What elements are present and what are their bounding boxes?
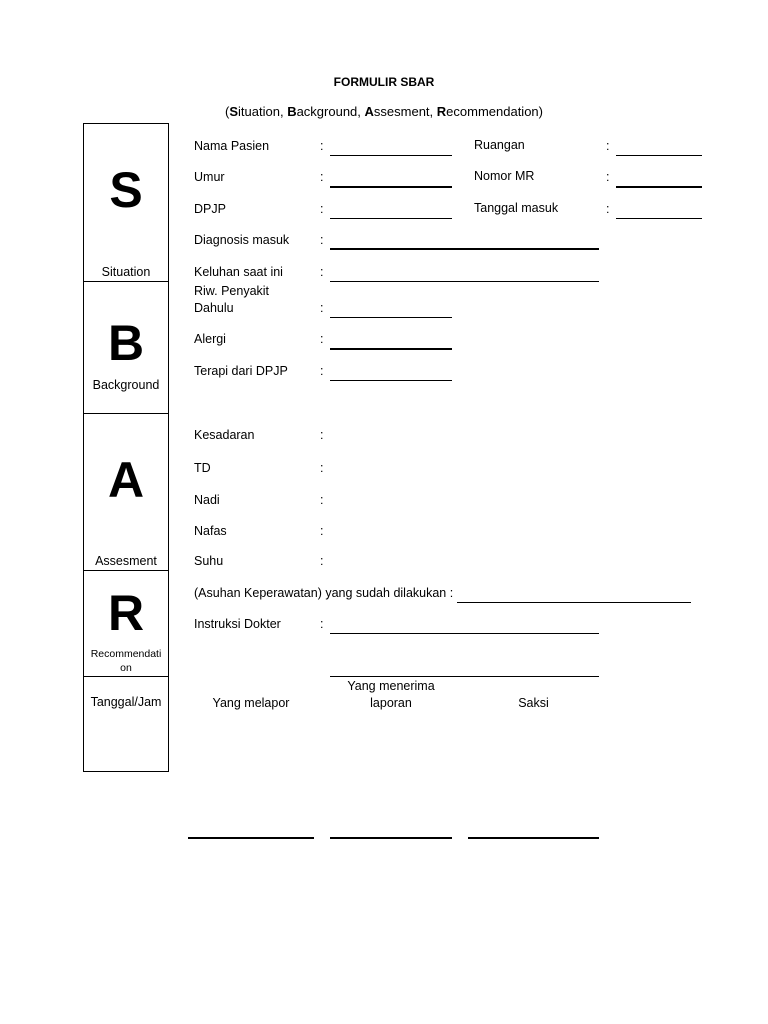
datetime-box bbox=[83, 676, 169, 772]
subtitle-open: ( bbox=[225, 104, 230, 119]
colon: : bbox=[320, 428, 324, 442]
colon: : bbox=[320, 524, 324, 538]
label-terapi: Terapi dari DPJP bbox=[194, 364, 288, 378]
label-nafas: Nafas bbox=[194, 524, 227, 538]
subtitle-r-letter: R bbox=[436, 104, 447, 119]
label-td: TD bbox=[194, 461, 211, 475]
subtitle-s-rest: ituation, bbox=[238, 104, 288, 119]
signature-line-melapor[interactable] bbox=[188, 837, 314, 839]
situation-caption: Situation bbox=[101, 265, 151, 279]
dpjp-field[interactable] bbox=[330, 218, 452, 219]
label-nomor-mr: Nomor MR bbox=[474, 169, 535, 183]
umur-field[interactable] bbox=[330, 186, 452, 188]
label-yang-melapor: Yang melapor bbox=[212, 696, 290, 710]
label-umur: Umur bbox=[194, 170, 225, 184]
label-yang-menerima-2: laporan bbox=[370, 696, 412, 710]
label-yang-menerima-1: Yang menerima bbox=[347, 679, 435, 693]
keluhan-field[interactable] bbox=[330, 281, 599, 282]
colon: : bbox=[320, 493, 324, 507]
instruksi-field-2[interactable] bbox=[330, 676, 599, 677]
label-ruangan: Ruangan bbox=[474, 138, 525, 152]
form-subtitle bbox=[0, 104, 768, 119]
recommendation-caption-1: Recommendati bbox=[90, 648, 162, 660]
asuhan-field[interactable] bbox=[457, 602, 691, 603]
label-asuhan: (Asuhan Keperawatan) yang sudah dilakukan : bbox=[194, 586, 454, 600]
ruangan-field[interactable] bbox=[616, 155, 702, 156]
subtitle-a-rest: ssesment, bbox=[373, 104, 437, 119]
colon: : bbox=[320, 617, 324, 631]
background-caption: Background bbox=[92, 378, 160, 392]
colon: : bbox=[320, 202, 324, 216]
subtitle-r-rest: ecommendation) bbox=[446, 104, 543, 119]
colon: : bbox=[320, 332, 324, 346]
recommendation-letter: R bbox=[107, 585, 145, 641]
riw-penyakit-field[interactable] bbox=[330, 317, 452, 318]
subtitle-s-letter: S bbox=[229, 104, 239, 119]
colon: : bbox=[320, 364, 324, 378]
signature-line-saksi[interactable] bbox=[468, 837, 599, 839]
label-alergi: Alergi bbox=[194, 332, 226, 346]
label-diagnosis-masuk: Diagnosis masuk bbox=[194, 233, 290, 247]
tanggal-masuk-field[interactable] bbox=[616, 218, 702, 219]
colon: : bbox=[320, 461, 324, 475]
colon: : bbox=[320, 233, 324, 247]
colon: : bbox=[320, 554, 324, 568]
alergi-field[interactable] bbox=[330, 348, 452, 350]
terapi-field[interactable] bbox=[330, 380, 452, 381]
colon: : bbox=[320, 301, 324, 315]
label-saksi: Saksi bbox=[518, 696, 549, 710]
instruksi-field[interactable] bbox=[330, 633, 599, 634]
colon: : bbox=[606, 202, 610, 216]
datetime-caption: Tanggal/Jam bbox=[90, 695, 162, 709]
assesment-caption: Assesment bbox=[95, 554, 157, 568]
label-kesadaran: Kesadaran bbox=[194, 428, 255, 442]
label-riw-penyakit-1: Riw. Penyakit bbox=[194, 284, 270, 298]
colon: : bbox=[320, 170, 324, 184]
nama-pasien-field[interactable] bbox=[330, 155, 452, 156]
diagnosis-masuk-field[interactable] bbox=[330, 248, 599, 250]
form-title: FORMULIR SBAR bbox=[333, 75, 435, 89]
assesment-letter: A bbox=[107, 452, 145, 508]
label-keluhan: Keluhan saat ini bbox=[194, 265, 283, 279]
subtitle-b-rest: ackground, bbox=[296, 104, 365, 119]
label-instruksi: Instruksi Dokter bbox=[194, 617, 281, 631]
subtitle-b-letter: B bbox=[287, 104, 297, 119]
recommendation-caption-2: on bbox=[120, 662, 132, 674]
colon: : bbox=[320, 265, 324, 279]
label-nadi: Nadi bbox=[194, 493, 220, 507]
label-nama-pasien: Nama Pasien bbox=[194, 139, 270, 153]
label-riw-penyakit-2: Dahulu bbox=[194, 301, 234, 315]
label-suhu: Suhu bbox=[194, 554, 224, 568]
label-dpjp: DPJP bbox=[194, 202, 226, 216]
nomor-mr-field[interactable] bbox=[616, 186, 702, 188]
situation-letter: S bbox=[109, 162, 143, 218]
colon: : bbox=[606, 139, 610, 153]
signature-line-menerima[interactable] bbox=[330, 837, 452, 839]
label-tanggal-masuk: Tanggal masuk bbox=[474, 201, 559, 215]
colon: : bbox=[606, 170, 610, 184]
subtitle-a-letter: A bbox=[364, 104, 374, 119]
colon: : bbox=[320, 139, 324, 153]
background-letter: B bbox=[107, 315, 145, 371]
